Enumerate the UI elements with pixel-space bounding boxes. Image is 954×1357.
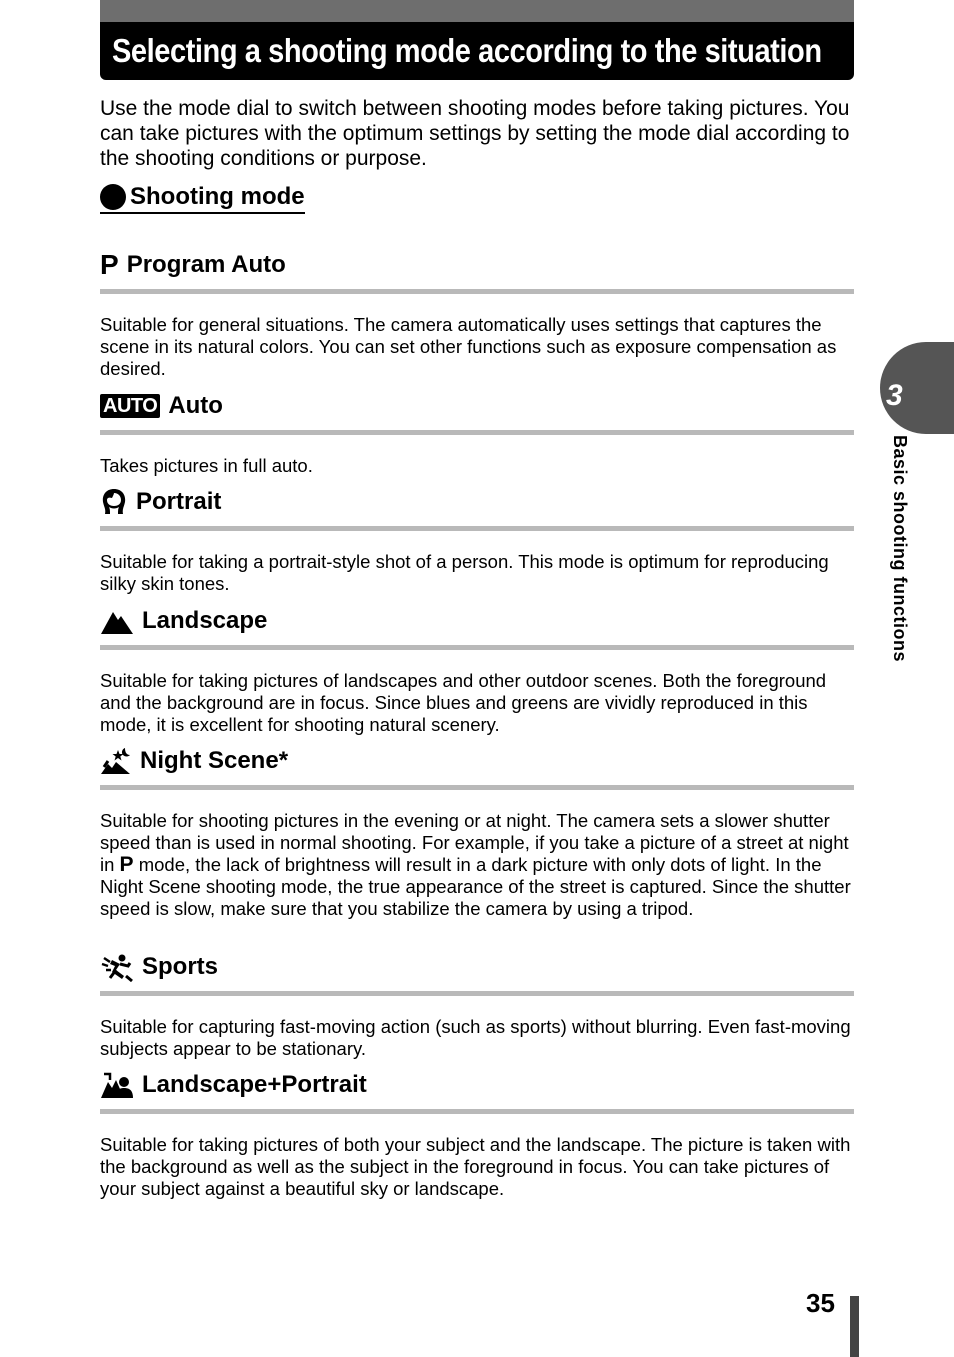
mode-heading	[100, 247, 854, 283]
mode-section-landscape-portrait	[100, 1067, 854, 1200]
page-title: Selecting a shooting mode according to the situation	[112, 32, 822, 69]
mode-heading	[100, 484, 854, 520]
chapter-number: 3	[886, 379, 903, 412]
chapter-label: Basic shooting functions	[890, 435, 910, 663]
mode-section-landscape	[100, 603, 854, 736]
mode-description: Takes pictures in full auto.	[100, 455, 313, 476]
mode-name: Landscape+Portrait	[142, 1071, 367, 1098]
section-rule	[100, 645, 854, 650]
program-p-icon: P	[100, 249, 119, 280]
mode-description: Suitable for capturing fast-moving action (such as sports) without blurring. Even fast-moving subjects appear to be stationary.	[100, 1016, 851, 1059]
description-text-before: Suitable for shooting pictures in the evening or at night. The camera sets a slower shutter speed than is used in normal shooting. For example, if you take a picture of a street at night in	[100, 810, 849, 875]
mode-heading	[100, 743, 854, 779]
landscape-portrait-icon	[100, 1070, 134, 1100]
description-text-after: mode, the lack of brightness will result in a dark picture with only dots of light. In the Night Scene shooting mode, the true appearance of the street is captured. Since the shutter speed is slow, make sure that you stabilize the camera by using a tripod.	[100, 854, 851, 919]
page-edge-bar	[850, 1296, 859, 1357]
page-number: 35	[806, 1288, 835, 1318]
mode-name: Auto	[168, 392, 223, 419]
auto-mode-icon: AUTO	[100, 394, 160, 418]
section-rule	[100, 991, 854, 996]
mode-name: Portrait	[136, 488, 222, 515]
bullet-circle-icon	[100, 184, 126, 210]
night-scene-icon	[100, 746, 132, 776]
title-bar	[100, 0, 854, 80]
mode-description: Suitable for general situations. The camera automatically uses settings that captures the scene in its natural colors. You can set other functions such as exposure compensation as desired.	[100, 314, 837, 379]
inline-program-p-icon: P	[119, 853, 134, 876]
mode-heading	[100, 949, 854, 985]
sports-icon	[100, 952, 134, 982]
mode-heading	[100, 1067, 854, 1103]
mode-name: Landscape	[142, 607, 268, 634]
mode-section-auto	[100, 388, 854, 477]
section-rule	[100, 289, 854, 294]
section-rule	[100, 430, 854, 435]
mode-section-night-scene	[100, 743, 854, 920]
mode-description: Suitable for taking a portrait-style shot of a person. This mode is optimum for reproducing silky skin tones.	[100, 551, 829, 594]
mode-heading	[100, 388, 854, 424]
mode-description	[100, 810, 860, 920]
section-rule	[100, 1109, 854, 1114]
mode-name: Sports	[142, 953, 219, 980]
section-rule	[100, 526, 854, 531]
landscape-icon	[100, 606, 134, 636]
mode-heading	[100, 603, 854, 639]
portrait-icon	[100, 487, 128, 517]
mode-description: Suitable for taking pictures of both your subject and the landscape. The picture is taken with the background as well as the subject in the foreground in focus. You can take pictures of your subject against a beautiful sky or landscape.	[100, 1134, 851, 1199]
title-top-strip	[100, 0, 854, 22]
mode-name: Program Auto	[126, 251, 286, 278]
mode-description: Suitable for taking pictures of landscapes and other outdoor scenes. Both the foreground and the background are in focus. Since blues and greens are vividly reproduced in this mode, it is excellent for shooting natural scenery.	[100, 670, 827, 735]
mode-section-portrait	[100, 484, 854, 595]
intro-paragraph: Use the mode dial to switch between shooting modes before taking pictures. You can take pictures with the optimum settings by setting the mode dial according to the shooting conditions or purpose.	[100, 97, 850, 170]
shooting-mode-heading-text: Shooting mode	[130, 183, 305, 210]
mode-section-sports	[100, 949, 854, 1060]
shooting-mode-heading	[100, 182, 305, 214]
mode-section-program-auto	[100, 247, 854, 380]
mode-name: Night Scene*	[140, 747, 289, 774]
section-rule	[100, 785, 854, 790]
